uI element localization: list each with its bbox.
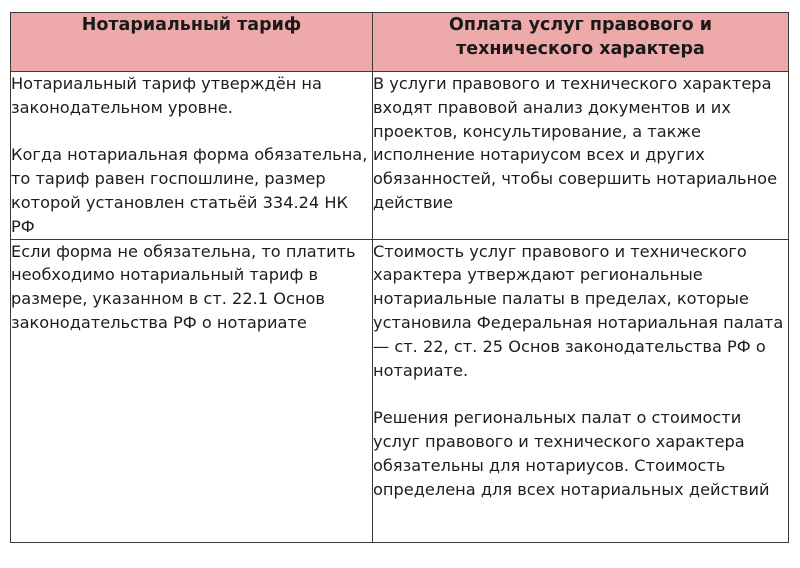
table-cell (373, 239, 789, 542)
table-cell (11, 239, 373, 542)
table-cell (373, 72, 789, 240)
cell-paragraph: Когда нотариальная форма обязательна, то тариф равен госпошлине, размер которой установлен статьёй 334.24 НК РФ (11, 145, 368, 236)
table-row (11, 72, 789, 240)
cell-paragraph: Если форма не обязательна, то платить необходимо нотариальный тариф в размере, указанном в ст. 22.1 Основ законодательства РФ о нотариате (11, 241, 356, 332)
cell-paragraph: В услуги правового и технического характера входят правовой анализ документов и их проектов, консультирование, а также исполнение нотариусом всех и других обязанностей, чтобы совершить нотариальное действие (373, 74, 778, 212)
header-legal-technical-services (373, 13, 789, 72)
comparison-table (10, 12, 789, 543)
table-row (11, 239, 789, 542)
cell-paragraph: Стоимость услуг правового и технического характера утверждают региональные нотариальные палаты в пределах, которые установила Федеральная нотариальная палата — ст. 22, ст. 25 Основ законодательства РФ о нотариате. (373, 241, 784, 380)
table-header-row (11, 13, 789, 72)
cell-paragraph: Нотариальный тариф утверждён на законодательном уровне. (11, 74, 322, 117)
header-label: Оплата услуг правового и технического характера (448, 15, 713, 59)
cell-paragraph: Решения региональных палат о стоимости услуг правового и технического характера обязательны для нотариусов. Стоимость определена для всех нотариальных действий (373, 408, 770, 499)
header-label: Нотариальный тариф (81, 15, 302, 35)
table-cell (11, 72, 373, 240)
header-notarial-tariff (11, 13, 373, 72)
